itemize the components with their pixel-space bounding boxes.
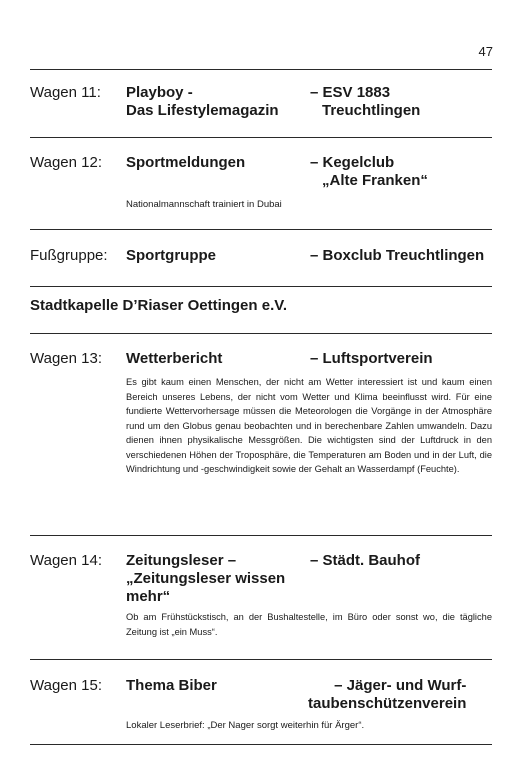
entry-note: Lokaler Leserbrief: „Der Nager sorgt weiterhin für Ärger“. <box>126 720 365 731</box>
entry-title: Zeitungsleser – „Zeitungsleser wissen mehr“ <box>126 552 286 605</box>
page-number: 47 <box>478 44 493 59</box>
entry-label: Wagen 14: <box>30 552 102 569</box>
divider <box>30 229 492 230</box>
entry-label: Fußgruppe: <box>30 247 108 264</box>
divider <box>30 286 492 287</box>
entry-organization: – Boxclub Treuchtlingen <box>310 247 485 264</box>
divider <box>30 535 492 536</box>
entry-description: Ob am Frühstückstisch, an der Bushaltestelle, im Büro oder sonst wo, die tägliche Zeitung ist „ein Muss“. <box>126 612 492 637</box>
divider <box>30 659 492 660</box>
entry-title: Thema Biber <box>126 677 217 694</box>
entry-note: Nationalmannschaft trainiert in Dubai <box>126 199 282 210</box>
band-heading: Stadtkapelle D’Riaser Oettingen e.V. <box>30 297 288 314</box>
entry-title: Playboy - Das Lifestylemagazin <box>126 84 279 119</box>
entry-organization: – Jäger- und Wurf- taubenschützenverein <box>308 677 467 712</box>
entry-organization: – ESV 1883 Treuchtlingen <box>310 84 421 119</box>
divider <box>30 69 492 70</box>
entry-label: Wagen 11: <box>30 84 101 101</box>
entry-title: Sportgruppe <box>126 247 216 264</box>
divider <box>30 333 492 334</box>
entry-label: Wagen 12: <box>30 154 102 171</box>
divider <box>30 137 492 138</box>
entry-description: Es gibt kaum einen Menschen, der nicht am Wetter interessiert ist und kaum einen Bereich unseres Lebens, der nicht vom Wetter und Klima beeinflusst wird. Für eine fundierte Wettervorhersage müssen die Meteorologen die Vorgänge in der Atmosphäre rund um den Globus genau beobachten und in berechenbare Zahlen umwandeln. Dazu dienen ihnen physikalische Messgrößen. Die wichtigsten sind der Luftdruck in den verschiedenen Höhen der Troposphäre, die Temperaturen am Boden und in der Luft, die Windrichtung und -geschwindigkeit sowie der Gehalt an Wasserdampf (Feuchte). <box>126 377 492 474</box>
entry-title: Sportmeldungen <box>126 154 246 171</box>
entry-organization: – Städt. Bauhof <box>310 552 421 569</box>
entry-organization: – Luftsportverein <box>310 350 433 367</box>
divider <box>30 744 492 745</box>
entry-label: Wagen 13: <box>30 350 102 367</box>
entry-organization: – Kegelclub „Alte Franken“ <box>310 154 428 189</box>
entry-title: Wetterbericht <box>126 350 223 367</box>
entry-label: Wagen 15: <box>30 677 102 694</box>
